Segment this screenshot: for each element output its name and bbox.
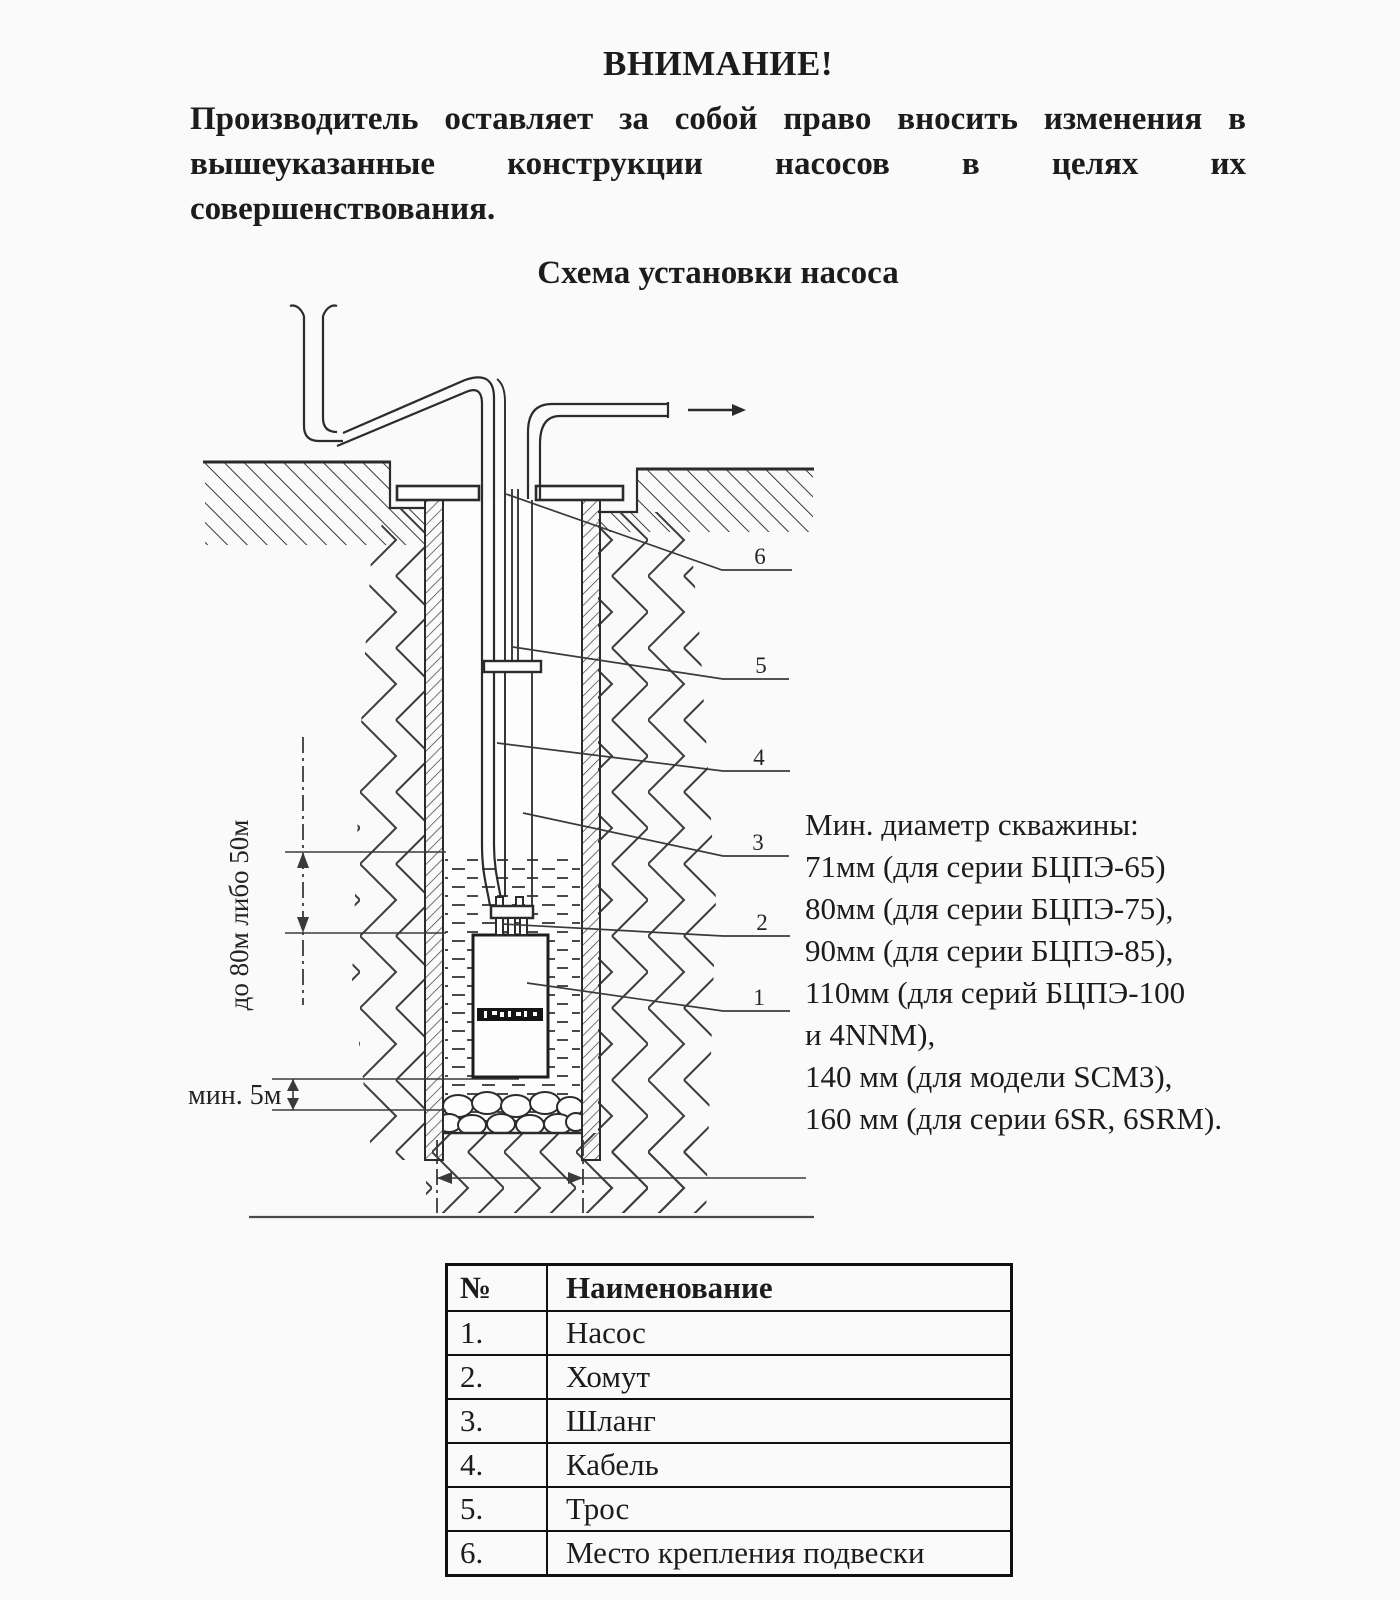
callout-label-5: 5 [755, 653, 767, 678]
attention-title: ВНИМАНИЕ! [602, 44, 834, 83]
row-num: 2. [447, 1355, 548, 1399]
pump [473, 935, 548, 1077]
row-name: Кабель [547, 1443, 1012, 1487]
soil-deep-left [352, 508, 425, 1160]
note-line: 90мм (для серии БЦПЭ-85), [805, 933, 1174, 968]
note-line: 140 мм (для модели SCM3), [805, 1059, 1173, 1094]
callout-labels [752, 544, 768, 1010]
legend-table [445, 1263, 1013, 1577]
table-row [447, 1531, 1012, 1576]
rope-clamp-plate [484, 661, 541, 672]
header-name: Наименование [547, 1265, 1012, 1312]
table-row [447, 1311, 1012, 1355]
gravel [437, 1092, 586, 1135]
row-num: 1. [447, 1311, 548, 1355]
paragraph-line: вышеуказанные конструкции насосов в целях их [190, 146, 1246, 182]
callout-label-4: 4 [753, 745, 765, 770]
callout-label-6: 6 [754, 544, 766, 569]
callout-label-2: 2 [756, 910, 768, 935]
table-row [447, 1487, 1012, 1531]
flow-arrow-icon [688, 404, 746, 416]
depth-range-label: до 80м либо 50м [224, 819, 254, 1011]
note-line: 160 мм (для серии 6SR, 6SRM). [805, 1101, 1223, 1136]
callout-label-3: 3 [752, 830, 764, 855]
table-row [447, 1443, 1012, 1487]
note-line: Мин. диаметр скважины: [805, 807, 1139, 842]
min-gap-label: мин. 5м [188, 1080, 282, 1111]
header-num: № [447, 1265, 548, 1312]
row-name: Место крепления подвески [547, 1531, 1012, 1576]
paragraph-line: совершенствования. [190, 191, 496, 227]
note-line: и 4NNM), [805, 1017, 936, 1052]
callout-label-1: 1 [753, 985, 765, 1010]
soil-deep-right [598, 512, 716, 1213]
row-num: 6. [447, 1531, 548, 1576]
diagram-title: Схема установки насоса [537, 255, 899, 291]
note-line: 110мм (для серий БЦПЭ-100 [805, 975, 1186, 1010]
table-row [447, 1399, 1012, 1443]
row-name: Хомут [547, 1355, 1012, 1399]
row-name: Трос [547, 1487, 1012, 1531]
row-num: 5. [447, 1487, 548, 1531]
riser-post-pipe [290, 305, 343, 441]
row-num: 3. [447, 1399, 548, 1443]
soil-under-well [426, 1133, 694, 1213]
row-name: Насос [547, 1311, 1012, 1355]
row-name: Шланг [547, 1399, 1012, 1443]
note-line: 80мм (для серии БЦПЭ-75), [805, 891, 1174, 926]
note-line: 71мм (для серии БЦПЭ-65) [805, 849, 1166, 884]
wellhead-plate [397, 486, 623, 500]
table-header-row [447, 1265, 1012, 1312]
paragraph-line: Производитель оставляет за собой право вносить изменения в [190, 101, 1246, 137]
row-num: 4. [447, 1443, 548, 1487]
table-row [447, 1355, 1012, 1399]
